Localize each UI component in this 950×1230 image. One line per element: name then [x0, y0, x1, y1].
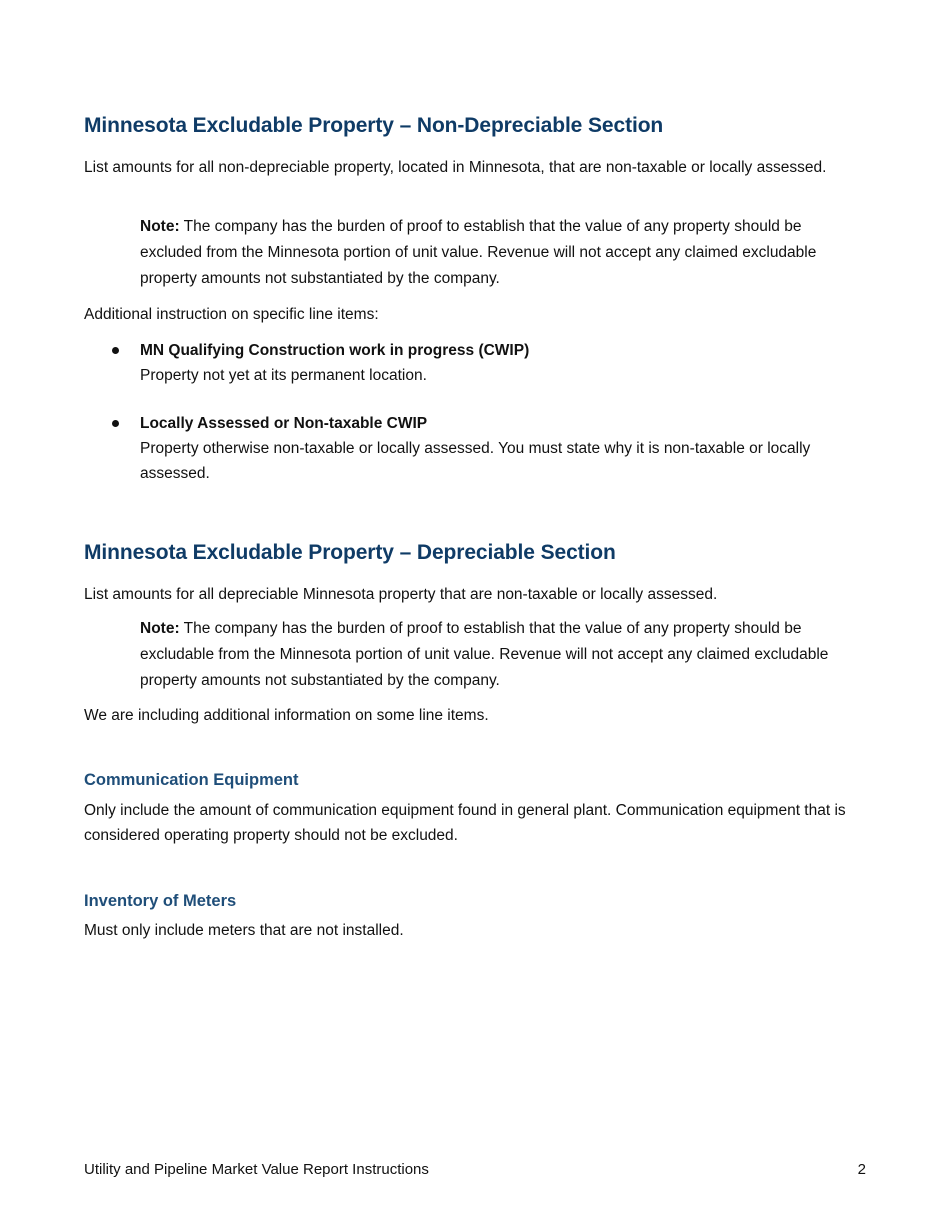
bullet-icon	[112, 347, 119, 354]
note-label: Note:	[140, 218, 180, 235]
footer-page-number: 2	[857, 1161, 866, 1178]
section-heading-depreciable: Minnesota Excludable Property – Depreciable Section	[84, 541, 616, 564]
document-page	[84, 0, 866, 1230]
note-text: The company has the burden of proof to establish that the value of any property should be excluded from the Minnesota portion of unit value. Revenue will not accept any claimed excludable property amounts not substantiated by the company.	[140, 218, 817, 287]
list-item-text: Property otherwise non-taxable or locally assessed. You must state why it is non-taxable or locally assessed.	[140, 440, 811, 482]
list-item-title: MN Qualifying Construction work in progress (CWIP)	[140, 342, 530, 359]
subheading-communication-equipment: Communication Equipment	[84, 771, 299, 789]
note-label: Note:	[140, 620, 180, 637]
section-heading-non-depreciable: Minnesota Excludable Property – Non-Depreciable Section	[84, 114, 664, 137]
communication-equipment-text: Only include the amount of communication equipment found in general plant. Communication equipment that is considered operating property should not be excluded.	[84, 802, 846, 844]
note-text: The company has the burden of proof to establish that the value of any property should be excludable from the Minnesota portion of unit value. Revenue will not accept any claimed excludable property amounts not substantiated by the company.	[140, 620, 829, 689]
note-depreciable	[140, 616, 860, 694]
list-item-text: Property not yet at its permanent location.	[140, 367, 427, 384]
note-non-depreciable	[140, 214, 860, 292]
inventory-of-meters-text: Must only include meters that are not installed.	[84, 922, 404, 939]
list-item-title: Locally Assessed or Non-taxable CWIP	[140, 415, 428, 432]
subheading-inventory-of-meters: Inventory of Meters	[84, 892, 237, 910]
section-intro-non-depreciable: List amounts for all non-depreciable property, located in Minnesota, that are non-taxable or locally assessed.	[84, 159, 827, 176]
section-intro-depreciable: List amounts for all depreciable Minnesota property that are non-taxable or locally assessed.	[84, 586, 718, 603]
additional-info-text: We are including additional information on some line items.	[84, 707, 489, 724]
footer-document-title: Utility and Pipeline Market Value Report Instructions	[84, 1161, 429, 1178]
bullet-icon	[112, 420, 119, 427]
additional-instruction-text: Additional instruction on specific line items:	[84, 306, 379, 323]
